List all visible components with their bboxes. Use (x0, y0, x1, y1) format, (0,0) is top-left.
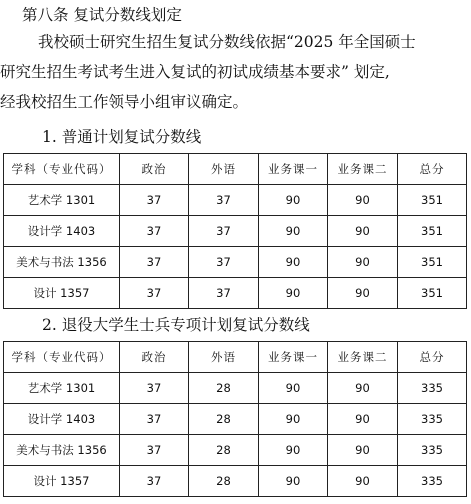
table-cell: 90 (328, 247, 398, 278)
table-cell: 351 (398, 185, 467, 216)
table-cell: 90 (328, 466, 398, 497)
table-cell: 37 (189, 278, 259, 309)
table-cell: 335 (398, 435, 467, 466)
table-cell: 艺术学 1301 (4, 373, 120, 404)
table-cell: 90 (259, 216, 328, 247)
header-cell: 业务课一 (259, 154, 328, 185)
table-cell: 艺术学 1301 (4, 185, 120, 216)
table-cell: 90 (328, 404, 398, 435)
table-row (4, 435, 467, 466)
article-heading: 第八条 复试分数线划定 (22, 6, 182, 24)
paragraph-line: 我校硕士研究生招生复试分数线依据“2025 年全国硕士 (38, 33, 416, 51)
regular-plan-score-table (3, 153, 467, 309)
paragraph-line: 研究生招生考试考生进入复试的初试成绩基本要求” 划定, (0, 63, 390, 81)
table-cell: 28 (189, 404, 259, 435)
table-cell: 90 (328, 185, 398, 216)
header-cell: 学科（专业代码） (4, 342, 120, 373)
table-cell: 28 (189, 373, 259, 404)
table-cell: 335 (398, 466, 467, 497)
table-cell: 设计学 1403 (4, 216, 120, 247)
table-cell: 37 (189, 247, 259, 278)
header-cell: 政治 (120, 342, 189, 373)
table-cell: 28 (189, 466, 259, 497)
table-row (4, 216, 467, 247)
table-cell: 90 (259, 247, 328, 278)
table-cell: 335 (398, 373, 467, 404)
table-cell: 335 (398, 404, 467, 435)
veteran-plan-score-table (3, 341, 467, 497)
table-cell: 37 (189, 216, 259, 247)
table-cell: 351 (398, 278, 467, 309)
table-row (4, 404, 467, 435)
table-cell: 90 (259, 278, 328, 309)
table-row (4, 185, 467, 216)
table-header-row (4, 154, 467, 185)
paragraph-line: 经我校招生工作领导小组审议确定。 (0, 93, 249, 111)
table-cell: 90 (328, 216, 398, 247)
table-cell: 351 (398, 216, 467, 247)
table-cell: 37 (120, 404, 189, 435)
table-cell: 90 (259, 373, 328, 404)
header-cell: 总分 (398, 342, 467, 373)
table-cell: 90 (259, 466, 328, 497)
table-cell: 90 (259, 185, 328, 216)
table-row (4, 373, 467, 404)
table-header-row (4, 342, 467, 373)
table-cell: 美术与书法 1356 (4, 435, 120, 466)
table-cell: 90 (328, 435, 398, 466)
table-cell: 37 (120, 278, 189, 309)
header-cell: 学科（专业代码） (4, 154, 120, 185)
header-cell: 外语 (189, 154, 259, 185)
header-cell: 总分 (398, 154, 467, 185)
table-row (4, 278, 467, 309)
table-cell: 37 (120, 435, 189, 466)
table-cell: 37 (120, 216, 189, 247)
table-cell: 28 (189, 435, 259, 466)
table-cell: 90 (328, 373, 398, 404)
table-cell: 37 (120, 185, 189, 216)
table-cell: 90 (259, 404, 328, 435)
table-cell: 设计 1357 (4, 466, 120, 497)
header-cell: 业务课一 (259, 342, 328, 373)
table-row (4, 466, 467, 497)
table-cell: 37 (120, 466, 189, 497)
table-cell: 美术与书法 1356 (4, 247, 120, 278)
table-cell: 37 (120, 373, 189, 404)
table-cell: 设计学 1403 (4, 404, 120, 435)
section-heading-regular-plan: 1. 普通计划复试分数线 (42, 128, 202, 146)
header-cell: 外语 (189, 342, 259, 373)
table-cell: 90 (328, 278, 398, 309)
table-row (4, 247, 467, 278)
header-cell: 业务课二 (328, 342, 398, 373)
header-cell: 政治 (120, 154, 189, 185)
table-cell: 90 (259, 435, 328, 466)
table-cell: 37 (120, 247, 189, 278)
table-cell: 37 (189, 185, 259, 216)
table-cell: 设计 1357 (4, 278, 120, 309)
table-cell: 351 (398, 247, 467, 278)
header-cell: 业务课二 (328, 154, 398, 185)
section-heading-veteran-plan: 2. 退役大学生士兵专项计划复试分数线 (42, 316, 310, 334)
